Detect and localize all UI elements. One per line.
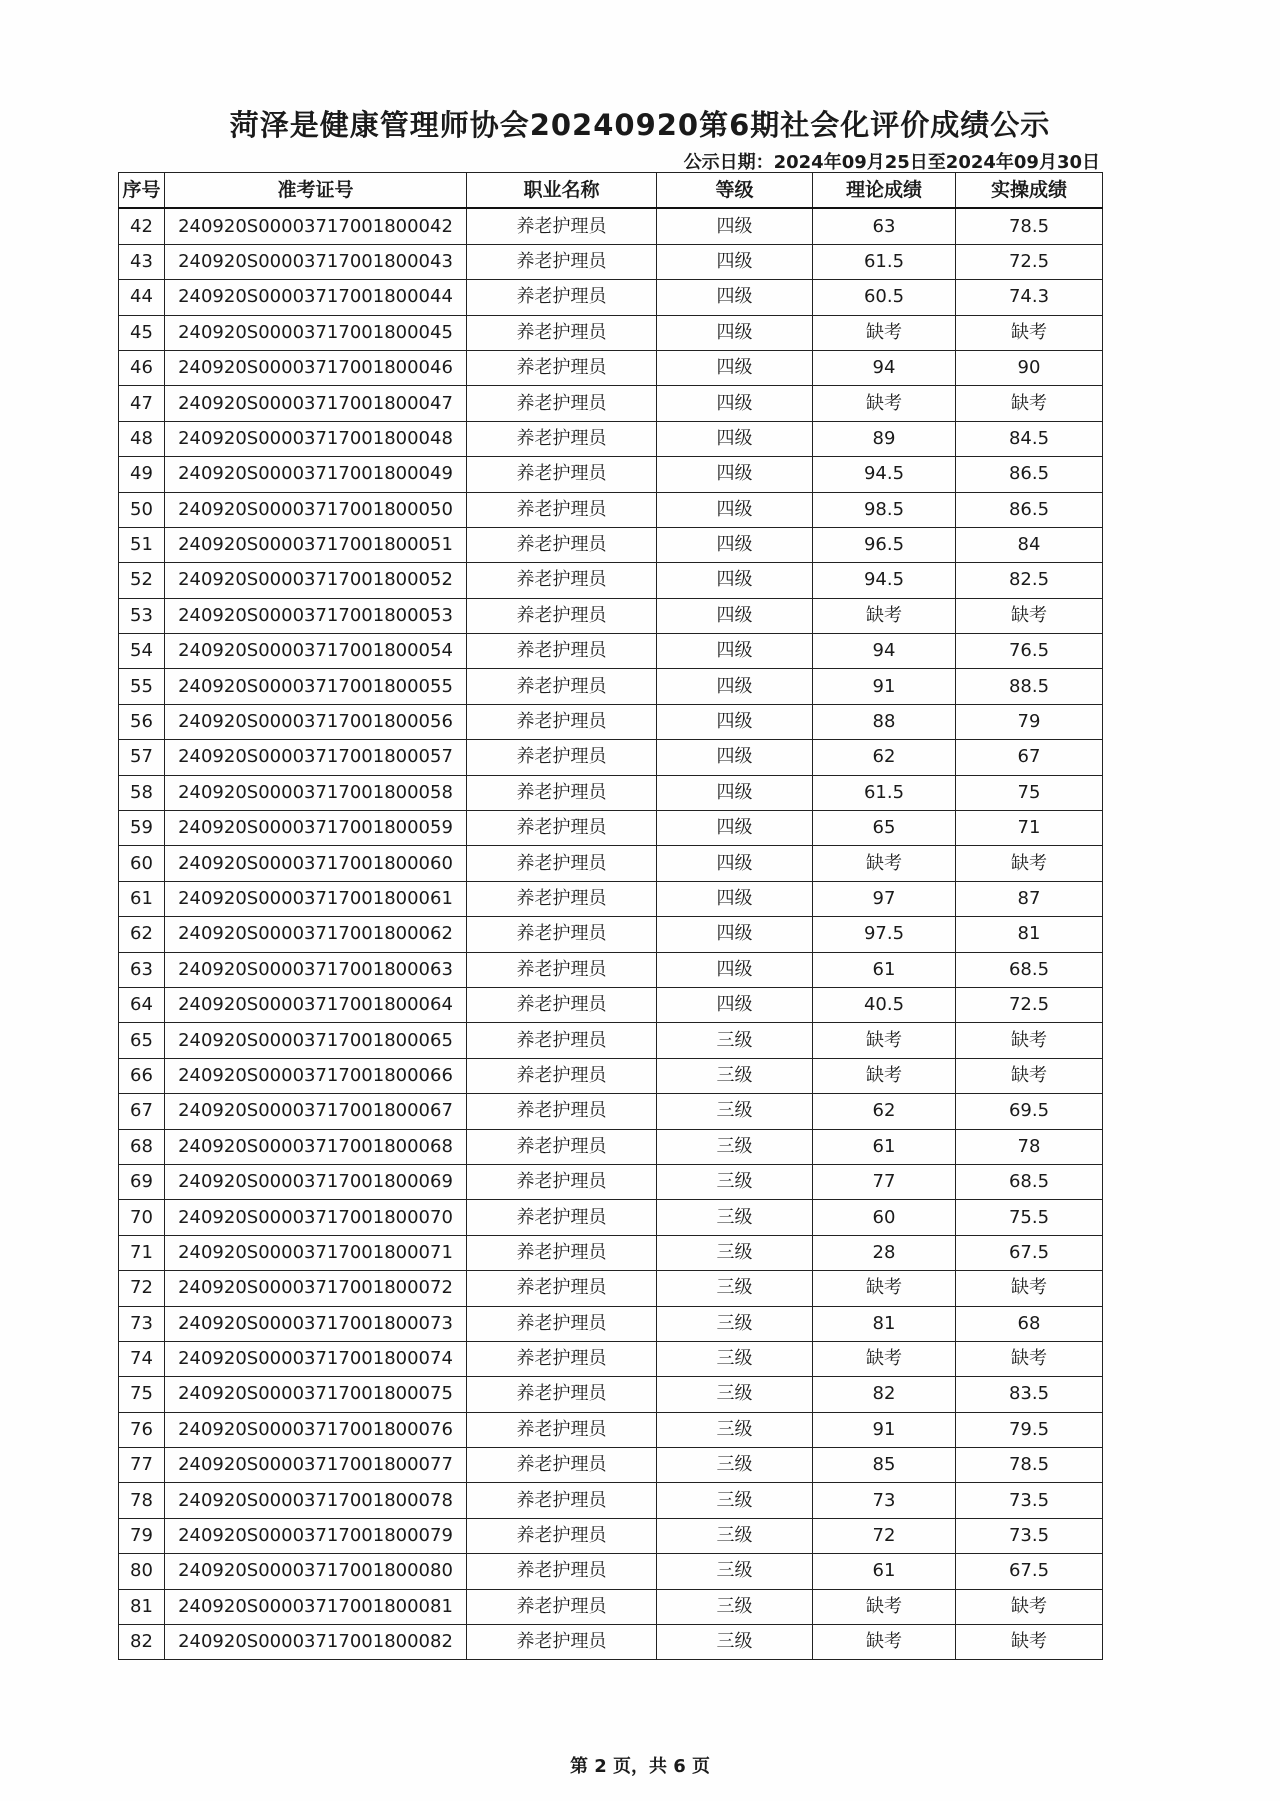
cell-index: 42 (119, 208, 165, 244)
cell-occupation: 养老护理员 (467, 917, 657, 952)
cell-theory-score: 62 (813, 1094, 956, 1129)
cell-theory-score: 61 (813, 1129, 956, 1164)
cell-ticket-number: 240920S00003717001800043 (165, 244, 467, 279)
cell-occupation: 养老护理员 (467, 598, 657, 633)
cell-occupation: 养老护理员 (467, 1306, 657, 1341)
cell-ticket-number: 240920S00003717001800072 (165, 1271, 467, 1306)
cell-practical-score: 72.5 (956, 244, 1103, 279)
cell-ticket-number: 240920S00003717001800047 (165, 386, 467, 421)
cell-occupation: 养老护理员 (467, 457, 657, 492)
cell-occupation: 养老护理员 (467, 1235, 657, 1270)
cell-index: 58 (119, 775, 165, 810)
cell-index: 67 (119, 1094, 165, 1129)
table-row (119, 917, 1103, 952)
table-row (119, 1377, 1103, 1412)
table-row (119, 598, 1103, 633)
table-row (119, 457, 1103, 492)
cell-practical-score: 79.5 (956, 1412, 1103, 1447)
cell-theory-score: 88 (813, 704, 956, 739)
cell-level: 三级 (657, 1164, 813, 1199)
cell-occupation: 养老护理员 (467, 1448, 657, 1483)
cell-occupation: 养老护理员 (467, 775, 657, 810)
cell-index: 56 (119, 704, 165, 739)
cell-level: 三级 (657, 1235, 813, 1270)
cell-practical-score: 缺考 (956, 1023, 1103, 1058)
cell-practical-score: 78 (956, 1129, 1103, 1164)
cell-practical-score: 缺考 (956, 598, 1103, 633)
cell-ticket-number: 240920S00003717001800051 (165, 527, 467, 562)
cell-practical-score: 73.5 (956, 1483, 1103, 1518)
cell-theory-score: 94 (813, 634, 956, 669)
cell-ticket-number: 240920S00003717001800053 (165, 598, 467, 633)
cell-theory-score: 缺考 (813, 315, 956, 350)
cell-level: 三级 (657, 1448, 813, 1483)
cell-index: 63 (119, 952, 165, 987)
table-row (119, 492, 1103, 527)
cell-practical-score: 81 (956, 917, 1103, 952)
table-row (119, 1341, 1103, 1376)
cell-occupation: 养老护理员 (467, 846, 657, 881)
cell-ticket-number: 240920S00003717001800059 (165, 811, 467, 846)
cell-level: 四级 (657, 563, 813, 598)
cell-practical-score: 缺考 (956, 1589, 1103, 1624)
cell-ticket-number: 240920S00003717001800062 (165, 917, 467, 952)
cell-index: 51 (119, 527, 165, 562)
cell-level: 四级 (657, 634, 813, 669)
cell-index: 79 (119, 1518, 165, 1553)
cell-practical-score: 90 (956, 350, 1103, 385)
header-index: 序号 (119, 173, 165, 209)
cell-practical-score: 68 (956, 1306, 1103, 1341)
cell-level: 三级 (657, 1094, 813, 1129)
cell-ticket-number: 240920S00003717001800068 (165, 1129, 467, 1164)
cell-occupation: 养老护理员 (467, 244, 657, 279)
table-row (119, 634, 1103, 669)
cell-theory-score: 缺考 (813, 1341, 956, 1376)
cell-practical-score: 86.5 (956, 492, 1103, 527)
cell-level: 三级 (657, 1129, 813, 1164)
cell-theory-score: 缺考 (813, 1589, 956, 1624)
cell-index: 57 (119, 740, 165, 775)
cell-index: 47 (119, 386, 165, 421)
cell-practical-score: 67 (956, 740, 1103, 775)
cell-level: 四级 (657, 350, 813, 385)
cell-practical-score: 缺考 (956, 1341, 1103, 1376)
table-row (119, 315, 1103, 350)
cell-theory-score: 97.5 (813, 917, 956, 952)
cell-ticket-number: 240920S00003717001800058 (165, 775, 467, 810)
cell-occupation: 养老护理员 (467, 1518, 657, 1553)
cell-theory-score: 98.5 (813, 492, 956, 527)
cell-ticket-number: 240920S00003717001800082 (165, 1625, 467, 1660)
cell-level: 三级 (657, 1589, 813, 1624)
table-row (119, 1271, 1103, 1306)
header-theory-score: 理论成绩 (813, 173, 956, 209)
cell-theory-score: 91 (813, 1412, 956, 1447)
cell-occupation: 养老护理员 (467, 1058, 657, 1093)
cell-theory-score: 缺考 (813, 846, 956, 881)
cell-theory-score: 63 (813, 208, 956, 244)
cell-ticket-number: 240920S00003717001800077 (165, 1448, 467, 1483)
table-row (119, 563, 1103, 598)
cell-occupation: 养老护理员 (467, 704, 657, 739)
cell-index: 65 (119, 1023, 165, 1058)
cell-practical-score: 67.5 (956, 1235, 1103, 1270)
cell-practical-score: 84 (956, 527, 1103, 562)
cell-theory-score: 97 (813, 881, 956, 916)
cell-index: 48 (119, 421, 165, 456)
cell-index: 74 (119, 1341, 165, 1376)
table-row (119, 846, 1103, 881)
cell-ticket-number: 240920S00003717001800060 (165, 846, 467, 881)
table-row (119, 1625, 1103, 1660)
cell-level: 三级 (657, 1412, 813, 1447)
cell-index: 76 (119, 1412, 165, 1447)
table-row (119, 1023, 1103, 1058)
cell-ticket-number: 240920S00003717001800075 (165, 1377, 467, 1412)
cell-practical-score: 缺考 (956, 1625, 1103, 1660)
cell-theory-score: 85 (813, 1448, 956, 1483)
cell-theory-score: 61 (813, 1554, 956, 1589)
cell-level: 四级 (657, 492, 813, 527)
cell-practical-score: 缺考 (956, 386, 1103, 421)
cell-index: 78 (119, 1483, 165, 1518)
cell-practical-score: 88.5 (956, 669, 1103, 704)
cell-theory-score: 61 (813, 952, 956, 987)
cell-ticket-number: 240920S00003717001800061 (165, 881, 467, 916)
cell-occupation: 养老护理员 (467, 350, 657, 385)
table-row (119, 1058, 1103, 1093)
cell-occupation: 养老护理员 (467, 1625, 657, 1660)
cell-occupation: 养老护理员 (467, 1129, 657, 1164)
cell-level: 四级 (657, 704, 813, 739)
cell-occupation: 养老护理员 (467, 1271, 657, 1306)
cell-practical-score: 78.5 (956, 1448, 1103, 1483)
cell-ticket-number: 240920S00003717001800056 (165, 704, 467, 739)
table-row (119, 952, 1103, 987)
cell-index: 75 (119, 1377, 165, 1412)
cell-practical-score: 68.5 (956, 1164, 1103, 1199)
cell-practical-score: 75 (956, 775, 1103, 810)
cell-ticket-number: 240920S00003717001800055 (165, 669, 467, 704)
cell-index: 50 (119, 492, 165, 527)
cell-ticket-number: 240920S00003717001800065 (165, 1023, 467, 1058)
cell-index: 59 (119, 811, 165, 846)
cell-ticket-number: 240920S00003717001800045 (165, 315, 467, 350)
cell-theory-score: 91 (813, 669, 956, 704)
cell-theory-score: 60.5 (813, 280, 956, 315)
cell-theory-score: 62 (813, 740, 956, 775)
table-row (119, 669, 1103, 704)
table-row (119, 1129, 1103, 1164)
cell-index: 60 (119, 846, 165, 881)
cell-occupation: 养老护理员 (467, 740, 657, 775)
cell-ticket-number: 240920S00003717001800049 (165, 457, 467, 492)
table-row (119, 1483, 1103, 1518)
table-row (119, 1589, 1103, 1624)
cell-level: 三级 (657, 1023, 813, 1058)
cell-index: 46 (119, 350, 165, 385)
cell-ticket-number: 240920S00003717001800067 (165, 1094, 467, 1129)
cell-ticket-number: 240920S00003717001800071 (165, 1235, 467, 1270)
cell-practical-score: 69.5 (956, 1094, 1103, 1129)
table-row (119, 1306, 1103, 1341)
cell-occupation: 养老护理员 (467, 1094, 657, 1129)
cell-level: 四级 (657, 669, 813, 704)
cell-theory-score: 60 (813, 1200, 956, 1235)
cell-ticket-number: 240920S00003717001800044 (165, 280, 467, 315)
cell-level: 四级 (657, 208, 813, 244)
cell-occupation: 养老护理员 (467, 1554, 657, 1589)
cell-index: 62 (119, 917, 165, 952)
cell-practical-score: 67.5 (956, 1554, 1103, 1589)
header-practical-score: 实操成绩 (956, 173, 1103, 209)
cell-level: 三级 (657, 1200, 813, 1235)
cell-occupation: 养老护理员 (467, 1341, 657, 1376)
cell-occupation: 养老护理员 (467, 208, 657, 244)
cell-occupation: 养老护理员 (467, 386, 657, 421)
cell-theory-score: 77 (813, 1164, 956, 1199)
cell-theory-score: 81 (813, 1306, 956, 1341)
table-row (119, 386, 1103, 421)
cell-ticket-number: 240920S00003717001800081 (165, 1589, 467, 1624)
cell-level: 四级 (657, 457, 813, 492)
cell-theory-score: 缺考 (813, 386, 956, 421)
cell-occupation: 养老护理员 (467, 1412, 657, 1447)
cell-practical-score: 76.5 (956, 634, 1103, 669)
cell-occupation: 养老护理员 (467, 527, 657, 562)
cell-occupation: 养老护理员 (467, 563, 657, 598)
cell-level: 四级 (657, 315, 813, 350)
cell-practical-score: 缺考 (956, 315, 1103, 350)
table-row (119, 1554, 1103, 1589)
cell-occupation: 养老护理员 (467, 1483, 657, 1518)
cell-level: 四级 (657, 987, 813, 1022)
cell-index: 80 (119, 1554, 165, 1589)
table-row (119, 811, 1103, 846)
cell-practical-score: 74.3 (956, 280, 1103, 315)
page-number: 第 2 页，共 6 页 (569, 1756, 711, 1777)
cell-index: 77 (119, 1448, 165, 1483)
table-row (119, 1164, 1103, 1199)
cell-level: 三级 (657, 1058, 813, 1093)
cell-occupation: 养老护理员 (467, 492, 657, 527)
cell-level: 四级 (657, 280, 813, 315)
cell-practical-score: 84.5 (956, 421, 1103, 456)
cell-ticket-number: 240920S00003717001800052 (165, 563, 467, 598)
table-body (119, 208, 1103, 1660)
cell-index: 69 (119, 1164, 165, 1199)
cell-occupation: 养老护理员 (467, 315, 657, 350)
cell-occupation: 养老护理员 (467, 1164, 657, 1199)
cell-practical-score: 73.5 (956, 1518, 1103, 1553)
cell-theory-score: 94.5 (813, 457, 956, 492)
cell-theory-score: 缺考 (813, 1023, 956, 1058)
cell-practical-score: 79 (956, 704, 1103, 739)
cell-level: 四级 (657, 811, 813, 846)
cell-ticket-number: 240920S00003717001800063 (165, 952, 467, 987)
header-level: 等级 (657, 173, 813, 209)
cell-occupation: 养老护理员 (467, 1200, 657, 1235)
cell-ticket-number: 240920S00003717001800073 (165, 1306, 467, 1341)
cell-ticket-number: 240920S00003717001800050 (165, 492, 467, 527)
cell-theory-score: 缺考 (813, 1625, 956, 1660)
cell-ticket-number: 240920S00003717001800079 (165, 1518, 467, 1553)
table-row (119, 421, 1103, 456)
cell-ticket-number: 240920S00003717001800042 (165, 208, 467, 244)
cell-level: 四级 (657, 386, 813, 421)
cell-index: 54 (119, 634, 165, 669)
table-row (119, 704, 1103, 739)
cell-level: 四级 (657, 740, 813, 775)
cell-index: 53 (119, 598, 165, 633)
cell-level: 三级 (657, 1625, 813, 1660)
cell-occupation: 养老护理员 (467, 669, 657, 704)
cell-index: 66 (119, 1058, 165, 1093)
cell-level: 四级 (657, 881, 813, 916)
cell-index: 49 (119, 457, 165, 492)
cell-level: 三级 (657, 1271, 813, 1306)
cell-index: 70 (119, 1200, 165, 1235)
cell-level: 三级 (657, 1377, 813, 1412)
cell-ticket-number: 240920S00003717001800078 (165, 1483, 467, 1518)
cell-occupation: 养老护理员 (467, 421, 657, 456)
cell-ticket-number: 240920S00003717001800074 (165, 1341, 467, 1376)
cell-index: 61 (119, 881, 165, 916)
cell-level: 四级 (657, 917, 813, 952)
cell-level: 四级 (657, 421, 813, 456)
table-row (119, 775, 1103, 810)
cell-practical-score: 83.5 (956, 1377, 1103, 1412)
cell-index: 73 (119, 1306, 165, 1341)
table-row (119, 280, 1103, 315)
cell-index: 44 (119, 280, 165, 315)
cell-index: 72 (119, 1271, 165, 1306)
table-row (119, 244, 1103, 279)
cell-theory-score: 94 (813, 350, 956, 385)
cell-theory-score: 65 (813, 811, 956, 846)
table-row (119, 1094, 1103, 1129)
cell-theory-score: 94.5 (813, 563, 956, 598)
table-row (119, 527, 1103, 562)
cell-occupation: 养老护理员 (467, 1377, 657, 1412)
score-table (118, 172, 1103, 1660)
cell-level: 四级 (657, 244, 813, 279)
table-header-row (119, 173, 1103, 209)
cell-index: 68 (119, 1129, 165, 1164)
cell-practical-score: 缺考 (956, 1271, 1103, 1306)
cell-occupation: 养老护理员 (467, 987, 657, 1022)
cell-theory-score: 96.5 (813, 527, 956, 562)
cell-theory-score: 40.5 (813, 987, 956, 1022)
cell-ticket-number: 240920S00003717001800048 (165, 421, 467, 456)
table-row (119, 350, 1103, 385)
table-row (119, 1518, 1103, 1553)
cell-theory-score: 缺考 (813, 598, 956, 633)
cell-ticket-number: 240920S00003717001800054 (165, 634, 467, 669)
cell-occupation: 养老护理员 (467, 881, 657, 916)
cell-practical-score: 87 (956, 881, 1103, 916)
cell-ticket-number: 240920S00003717001800069 (165, 1164, 467, 1199)
cell-level: 四级 (657, 598, 813, 633)
cell-theory-score: 缺考 (813, 1271, 956, 1306)
cell-index: 64 (119, 987, 165, 1022)
cell-index: 55 (119, 669, 165, 704)
cell-occupation: 养老护理员 (467, 634, 657, 669)
cell-level: 四级 (657, 846, 813, 881)
cell-practical-score: 82.5 (956, 563, 1103, 598)
cell-theory-score: 72 (813, 1518, 956, 1553)
cell-ticket-number: 240920S00003717001800057 (165, 740, 467, 775)
table-row (119, 881, 1103, 916)
table-row (119, 208, 1103, 244)
cell-theory-score: 82 (813, 1377, 956, 1412)
cell-practical-score: 78.5 (956, 208, 1103, 244)
page-title: 菏泽是健康管理师协会20240920第6期社会化评价成绩公示 (229, 108, 1051, 142)
table-row (119, 1235, 1103, 1270)
table-row (119, 1200, 1103, 1235)
cell-theory-score: 73 (813, 1483, 956, 1518)
cell-ticket-number: 240920S00003717001800080 (165, 1554, 467, 1589)
publication-date: 公示日期：2024年09月25日至2024年09月30日 (683, 152, 1100, 173)
table-row (119, 987, 1103, 1022)
cell-occupation: 养老护理员 (467, 1023, 657, 1058)
cell-practical-score: 86.5 (956, 457, 1103, 492)
cell-theory-score: 缺考 (813, 1058, 956, 1093)
cell-ticket-number: 240920S00003717001800066 (165, 1058, 467, 1093)
cell-level: 四级 (657, 775, 813, 810)
cell-theory-score: 61.5 (813, 244, 956, 279)
cell-occupation: 养老护理员 (467, 1589, 657, 1624)
cell-practical-score: 缺考 (956, 1058, 1103, 1093)
cell-level: 三级 (657, 1554, 813, 1589)
cell-occupation: 养老护理员 (467, 952, 657, 987)
cell-index: 81 (119, 1589, 165, 1624)
cell-index: 52 (119, 563, 165, 598)
cell-ticket-number: 240920S00003717001800064 (165, 987, 467, 1022)
table-row (119, 1412, 1103, 1447)
cell-theory-score: 89 (813, 421, 956, 456)
cell-level: 三级 (657, 1518, 813, 1553)
cell-index: 71 (119, 1235, 165, 1270)
cell-index: 45 (119, 315, 165, 350)
table-row (119, 1448, 1103, 1483)
cell-theory-score: 61.5 (813, 775, 956, 810)
cell-level: 四级 (657, 952, 813, 987)
cell-index: 82 (119, 1625, 165, 1660)
cell-theory-score: 28 (813, 1235, 956, 1270)
cell-ticket-number: 240920S00003717001800076 (165, 1412, 467, 1447)
cell-level: 三级 (657, 1341, 813, 1376)
cell-practical-score: 75.5 (956, 1200, 1103, 1235)
cell-ticket-number: 240920S00003717001800070 (165, 1200, 467, 1235)
cell-occupation: 养老护理员 (467, 811, 657, 846)
cell-practical-score: 缺考 (956, 846, 1103, 881)
cell-index: 43 (119, 244, 165, 279)
cell-level: 三级 (657, 1483, 813, 1518)
cell-ticket-number: 240920S00003717001800046 (165, 350, 467, 385)
table-row (119, 740, 1103, 775)
header-occupation: 职业名称 (467, 173, 657, 209)
cell-level: 四级 (657, 527, 813, 562)
header-ticket-number: 准考证号 (165, 173, 467, 209)
cell-practical-score: 68.5 (956, 952, 1103, 987)
cell-occupation: 养老护理员 (467, 280, 657, 315)
cell-practical-score: 71 (956, 811, 1103, 846)
cell-level: 三级 (657, 1306, 813, 1341)
cell-practical-score: 72.5 (956, 987, 1103, 1022)
